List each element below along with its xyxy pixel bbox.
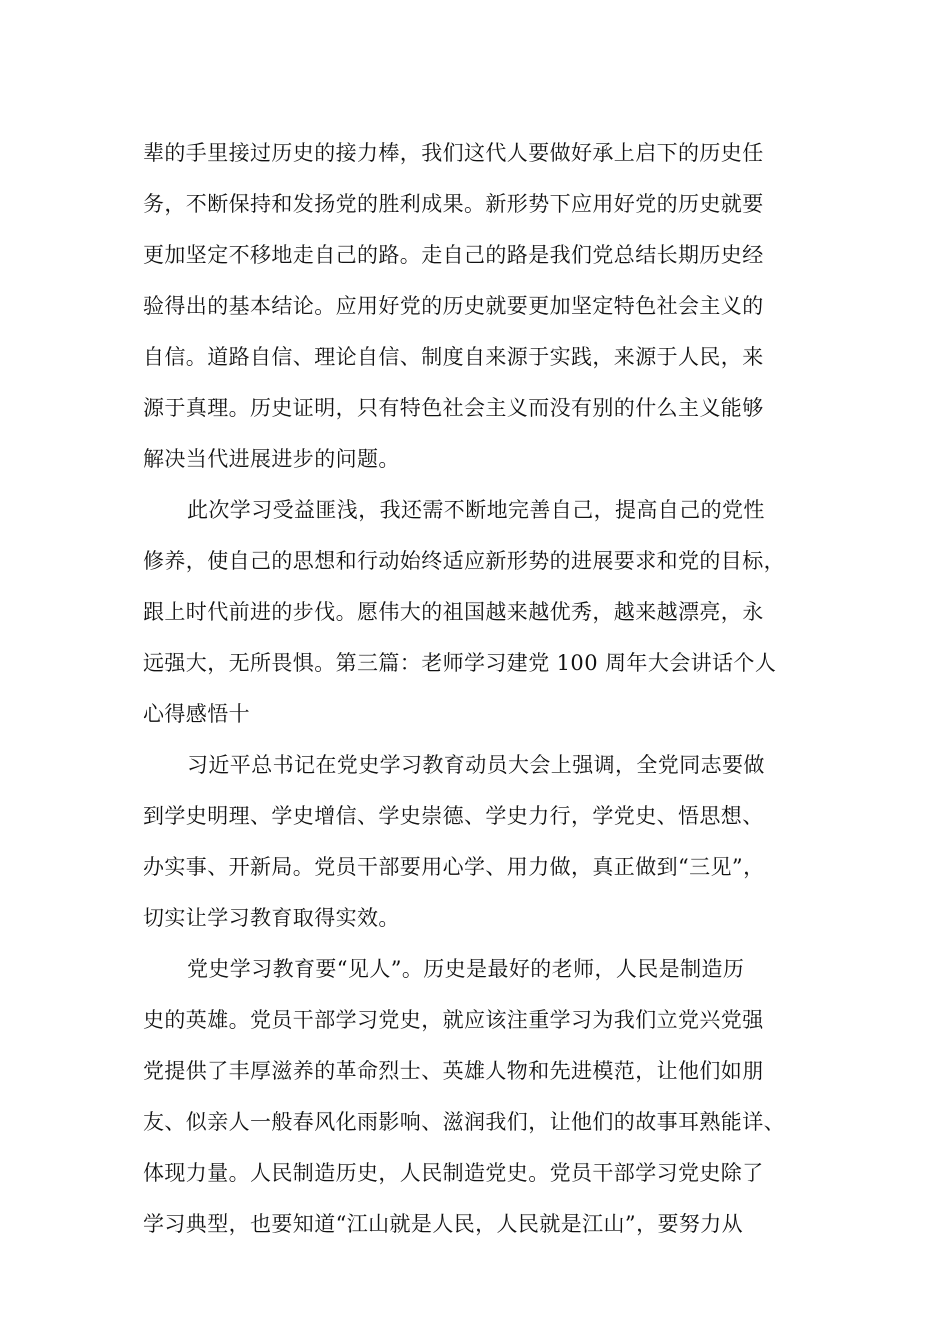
text-line: 此次学习受益匪浅，我还需不断地完善自己，提高自己的党性 — [187, 498, 765, 522]
text-line: 友、似亲人一般春风化雨影响、滋润我们，让他们的故事耳熟能详、 — [143, 1110, 785, 1134]
text-line: 自信。道路自信、理论自信、制度自来源于实践，来源于人民，来 — [143, 345, 764, 369]
document-body — [143, 128, 823, 1250]
text-line: 办实事、开新局。党员干部要用心学、用力做，真正做到“三见”， — [143, 855, 765, 879]
text-line: 体现力量。人民制造历史，人民制造党史。党员干部学习党史除了 — [143, 1161, 764, 1185]
text-line: 习近平总书记在党史学习教育动员大会上强调，全党同志要做 — [187, 753, 765, 777]
text-line: 党提供了丰厚滋养的革命烈士、英雄人物和先进模范，让他们如朋 — [143, 1059, 764, 1083]
text-line: 更加坚定不移地走自己的路。走自己的路是我们党总结长期历史经 — [143, 243, 764, 267]
text-line: 辈的手里接过历史的接力棒，我们这代人要做好承上启下的历史任 — [143, 141, 764, 165]
text-line: 学习典型，也要知道“江山就是人民，人民就是江山”，要努力从 — [143, 1212, 744, 1236]
text-line: 验得出的基本结论。应用好党的历史就要更加坚定特色社会主义的 — [143, 294, 764, 318]
text-line: 远强大，无所畏惧。第三篇：老师学习建党 100 周年大会讲话个人 — [143, 651, 777, 675]
text-line: 解决当代进展进步的问题。 — [143, 447, 400, 471]
text-line: 切实让学习教育取得实效。 — [143, 906, 400, 930]
text-line: 源于真理。历史证明，只有特色社会主义而没有别的什么主义能够 — [143, 396, 764, 420]
text-line: 跟上时代前进的步伐。愿伟大的祖国越来越优秀，越来越漂亮，永 — [143, 600, 764, 624]
text-line: 到学史明理、学史增信、学史崇德、学史力行，学党史、悟思想、 — [143, 804, 764, 828]
text-line: 党史学习教育要“见人”。历史是最好的老师，人民是制造历 — [187, 957, 745, 981]
text-line: 心得感悟十 — [143, 702, 250, 726]
text-line: 史的英雄。党员干部学习党史，就应该注重学习为我们立党兴党强 — [143, 1008, 764, 1032]
text-line: 务，不断保持和发扬党的胜利成果。新形势下应用好党的历史就要 — [143, 192, 764, 216]
text-line: 修养，使自己的思想和行动始终适应新形势的进展要求和党的目标， — [143, 549, 785, 573]
